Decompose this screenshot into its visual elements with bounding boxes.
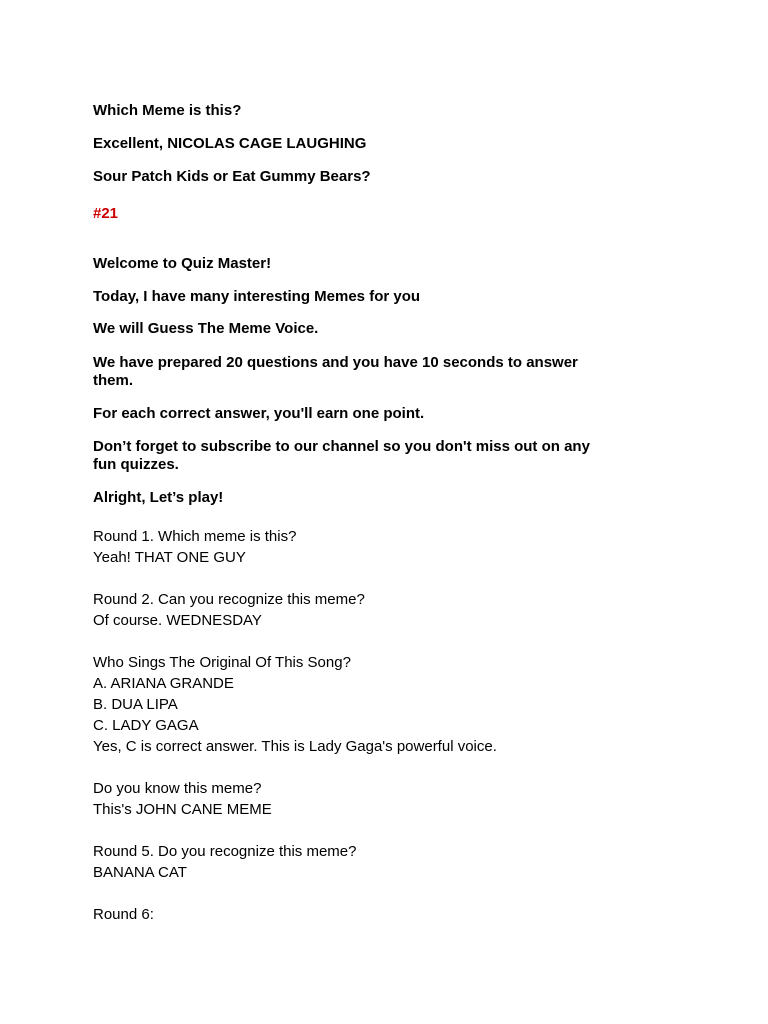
round-option: C. LADY GAGA — [93, 717, 199, 734]
episode-number: #21 — [93, 205, 119, 222]
round-answer: Yeah! THAT ONE GUY — [93, 549, 246, 566]
round-question: Who Sings The Original Of This Song? — [93, 654, 351, 671]
intro-answer: Excellent, NICOLAS CAGE LAUGHING — [93, 135, 367, 152]
round-question: Round 6: — [93, 906, 154, 923]
round-option: A. ARIANA GRANDE — [93, 675, 234, 692]
welcome-line: Today, I have many interesting Memes for you — [93, 288, 421, 305]
round-question: Round 5. Do you recognize this meme? — [93, 843, 357, 860]
welcome-line: We will Guess The Meme Voice. — [93, 320, 319, 337]
welcome-line: Alright, Let’s play! — [93, 489, 224, 506]
round-answer: This's JOHN CANE MEME — [93, 801, 272, 818]
intro-question: Which Meme is this? — [93, 102, 242, 119]
welcome-line: We have prepared 20 questions and you have 10 seconds to answer — [93, 354, 578, 371]
welcome-line: For each correct answer, you'll earn one point. — [93, 405, 425, 422]
welcome-line: them. — [93, 372, 134, 389]
round-answer: Of course. WEDNESDAY — [93, 612, 262, 629]
round-answer: Yes, C is correct answer. This is Lady Gaga's powerful voice. — [93, 738, 497, 755]
intro-question-2: Sour Patch Kids or Eat Gummy Bears? — [93, 168, 371, 185]
round-question: Round 2. Can you recognize this meme? — [93, 591, 365, 608]
welcome-line: Don’t forget to subscribe to our channel so you don't miss out on any — [93, 438, 590, 455]
round-answer: BANANA CAT — [93, 864, 187, 881]
welcome-line: Welcome to Quiz Master! — [93, 255, 272, 272]
welcome-line: fun quizzes. — [93, 456, 179, 473]
round-question: Round 1. Which meme is this? — [93, 528, 297, 545]
round-option: B. DUA LIPA — [93, 696, 178, 713]
round-question: Do you know this meme? — [93, 780, 262, 797]
